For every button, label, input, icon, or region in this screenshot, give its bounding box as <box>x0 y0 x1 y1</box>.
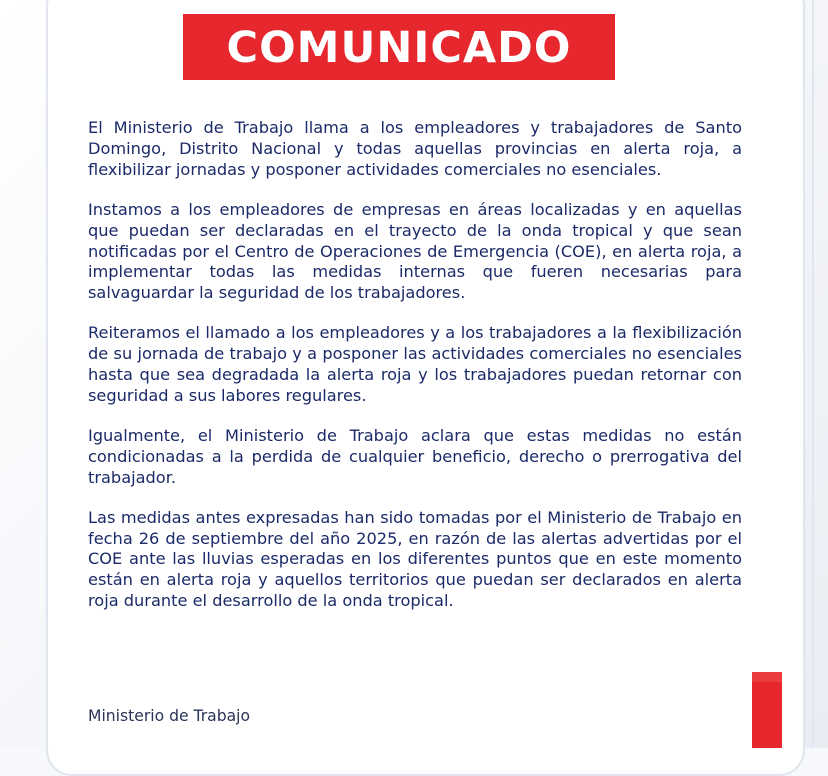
paragraph-5: Las medidas antes expresadas han sido tomadas por el Ministerio de Trabajo en fecha 26 de septiembre del año 2025, en razón de las alertas advertidas por el COE ante las lluvias esperadas en los diferentes puntos que en este momento están en alerta roja y aquellos territorios que puedan ser declarados en alerta roja durante el desarrollo de la onda tropical. <box>88 507 742 611</box>
paragraph-4: Igualmente, el Ministerio de Trabajo aclara que estas medidas no están condicionadas a la perdida de cualquier beneficio, derecho o prerrogativa del trabajador. <box>88 425 742 487</box>
paragraph-2: Instamos a los empleadores de empresas en áreas localizadas y en aquellas que puedan ser declaradas en el trayecto de la onda tropical y que sean notificadas por el Centro de Operaciones de Emergencia (COE), en alerta roja, a implementar todas las medidas internas que fueren necesarias para salvaguardar la seguridad de los trabajadores. <box>88 199 742 303</box>
page-title: COMUNICADO <box>226 23 572 73</box>
title-banner <box>183 14 615 80</box>
paragraph-1: El Ministerio de Trabajo llama a los empleadores y trabajadores de Santo Domingo, Distrito Nacional y todas aquellas provincias en alerta roja, a flexibilizar jornadas y posponer actividades comerciales no esenciales. <box>88 118 742 179</box>
right-edge-line <box>812 0 814 748</box>
red-accent-tip <box>752 672 782 682</box>
red-accent-stripe <box>752 672 782 748</box>
signature: Ministerio de Trabajo <box>88 707 251 725</box>
communique-body <box>88 118 742 631</box>
paragraph-3: Reiteramos el llamado a los empleadores y a los trabajadores a la flexibilización de su jornada de trabajo y a posponer las actividades comerciales no esenciales hasta que sea degradada la alerta roja y los trabajadores puedan retornar con seguridad a sus labores regulares. <box>88 323 742 405</box>
